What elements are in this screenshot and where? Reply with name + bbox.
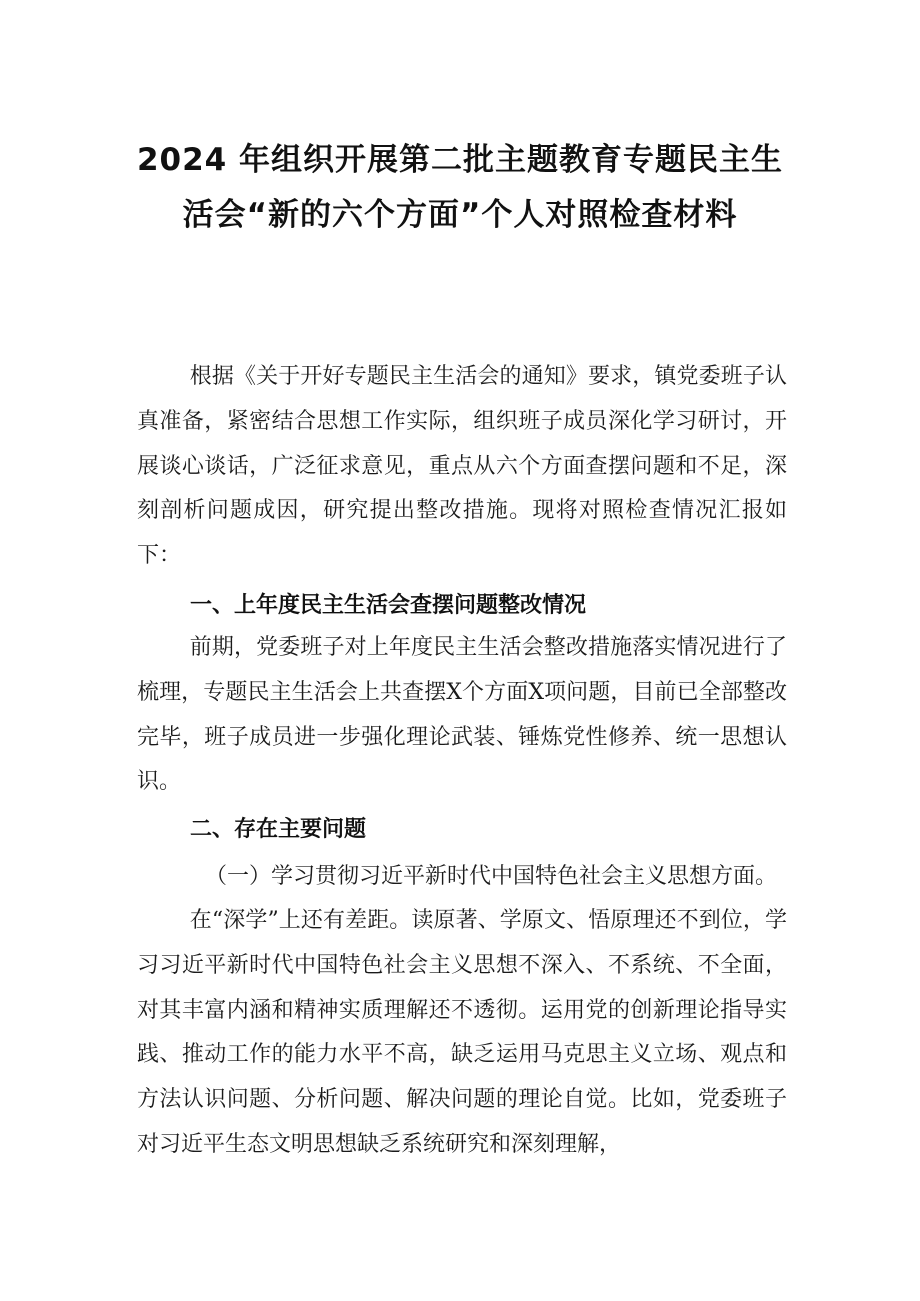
section-1-paragraph-block xyxy=(137,626,787,805)
intro-paragraph: 根据《关于开好专题民主生活会的通知》要求，镇党委班子认真准备，紧密结合思想工作实际，组织班子成员深化学习研讨，开展谈心谈话，广泛征求意见，重点从六个方面查摆问题和不足，深刻剖析问题成因，研究提出整改措施。现将对照检查情况汇报如下： xyxy=(137,364,787,569)
subsection-1-heading: （一）学习贯彻习近平新时代中国特色社会主义思想方面。 xyxy=(205,864,778,889)
document-title-line-1: 2024 年组织开展第二批主题教育专题民主生 xyxy=(136,142,784,178)
subsection-1-paragraph: 在“深学”上还有差距。读原著、学原文、悟原理还不到位，学习习近平新时代中国特色社会主义思想不深入、不系统、不全面，对其丰富内涵和精神实质理解还不透彻。运用党的创新理论指导实践、推动工作的能力水平不高，缺乏运用马克思主义立场、观点和方法认识问题、分析问题、解决问题的理论自觉。比如，党委班子对习近平生态文明思想缺乏系统研究和深刻理解， xyxy=(137,908,787,1157)
section-1-paragraph: 前期，党委班子对上年度民主生活会整改措施落实情况进行了梳理，专题民主生活会上共查摆X个方面X项问题，目前已全部整改完毕，班子成员进一步强化理论武装、锤炼党性修养、统一思想认识。 xyxy=(137,635,787,795)
section-1-heading: 一、上年度民主生活会查摆问题整改情况 xyxy=(190,593,587,618)
section-2-heading: 二、存在主要问题 xyxy=(190,817,367,842)
intro-paragraph-block xyxy=(137,355,787,579)
subsection-1-paragraph-block xyxy=(137,899,787,1168)
document-title-line-2: 活会“新的六个方面”个人对照检查材料 xyxy=(182,197,738,233)
